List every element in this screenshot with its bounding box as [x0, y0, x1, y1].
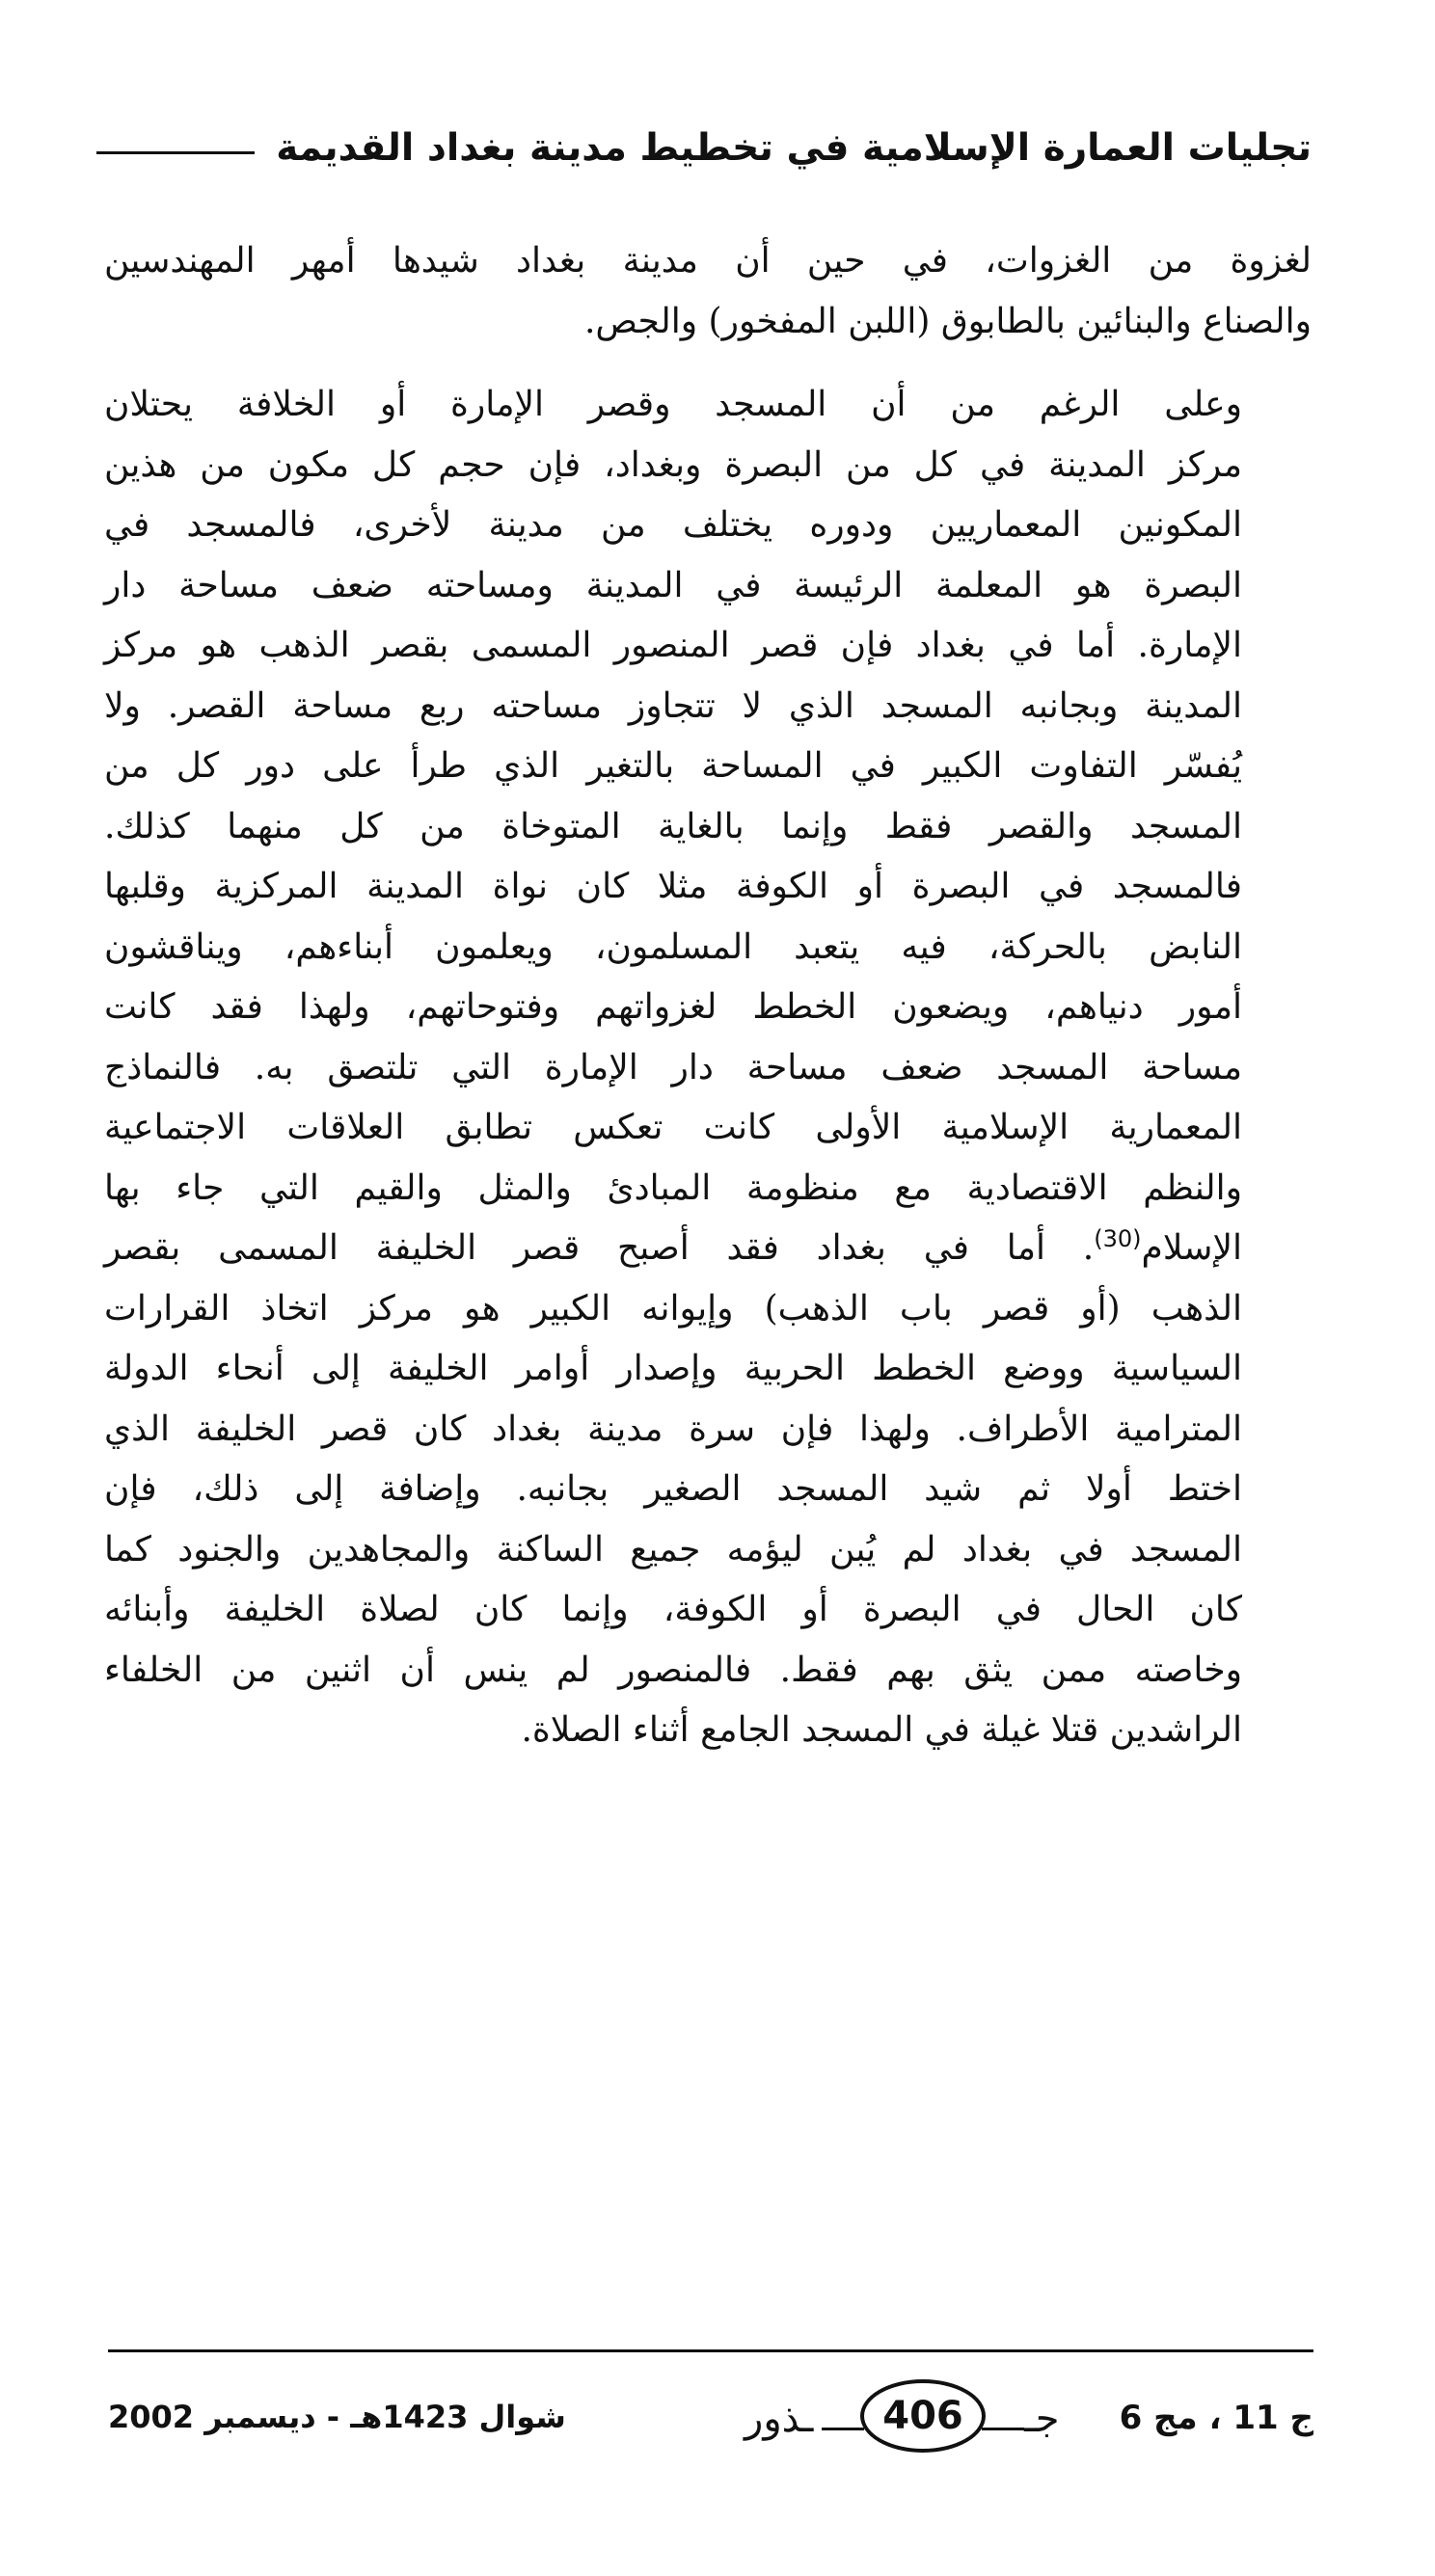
- paragraph-1: [104, 231, 1312, 352]
- page-footer: [108, 2370, 1313, 2476]
- text-line: وعلى الرغم من أن المسجد وقصر الإمارة أو الخلافة يحتلان: [104, 385, 1242, 424]
- running-header: [96, 114, 1312, 181]
- text-line: يُفسّر التفاوت الكبير في المساحة بالتغير الذي طرأ على دور كل من: [104, 746, 1242, 786]
- header-rule: [96, 151, 255, 154]
- running-title: تجليات العمارة الإسلامية في تخطيط مدينة بغداد القديمة: [276, 125, 1312, 170]
- oval-tail: [822, 2428, 864, 2430]
- text-line: أمور دنياهم، ويضعون الخطط لغزواتهم وفتوحاتهم، ولهذا فقد كانت: [104, 987, 1242, 1027]
- footnote-line-start: الإسلام: [1141, 1228, 1242, 1268]
- text-line: فالمسجد في البصرة أو الكوفة مثلا كان نواة المدينة المركزية وقلبها: [104, 867, 1242, 906]
- issue-volume: ج 11 ، مج 6: [1119, 2399, 1313, 2437]
- text-line: المترامية الأطراف. ولهذا فإن سرة مدينة بغداد كان قصر الخليفة الذي: [104, 1409, 1242, 1449]
- text-line: المسجد والقصر فقط وإنما بالغاية المتوخاة من كل منهما كذلك.: [104, 806, 1242, 846]
- text-line: المعمارية الإسلامية الأولى كانت تعكس تطابق العلاقات الاجتماعية: [104, 1108, 1242, 1147]
- journal-logo: [725, 2370, 1092, 2476]
- text-line: المكونين المعماريين ودوره يختلف من مدينة لأخرى، فالمسجد في: [104, 505, 1242, 545]
- text-line: والصناع والبنائين بالطابوق (اللبن المفخور) والجص.: [583, 301, 1312, 341]
- publication-date: شوال 1423هـ - ديسمبر 2002: [108, 2399, 566, 2435]
- text-line: اختط أولا ثم شيد المسجد الصغير بجانبه. وإضافة إلى ذلك، فإن: [104, 1469, 1242, 1509]
- text-line: المسجد في بغداد لم يُبن ليؤمه جميع الساكنة والمجاهدين والجنود كما: [104, 1529, 1243, 1570]
- journal-name-part: جـ: [1024, 2397, 1060, 2441]
- text-line: والنظم الاقتصادية مع منظومة المبادئ والمثل والقيم التي جاء بها: [104, 1167, 1242, 1208]
- text-line: المدينة وبجانبه المسجد الذي لا تتجاوز مساحته ربع مساحة القصر. ولا: [104, 685, 1242, 726]
- paragraph-2: [104, 375, 1312, 1761]
- footnote-reference[interactable]: (30): [1094, 1225, 1142, 1252]
- text-line: النابض بالحركة، فيه يتعبد المسلمون، ويعلمون أبناءهم، ويناقشون: [104, 926, 1242, 967]
- text-line: لغزوة من الغزوات، في حين أن مدينة بغداد شيدها أمهر المهندسين: [104, 241, 1312, 281]
- text-line: البصرة هو المعلمة الرئيسة في المدينة ومساحته ضعف مساحة دار: [104, 565, 1242, 605]
- oval-tail: [982, 2428, 1024, 2430]
- footer-rule: [108, 2349, 1313, 2352]
- article-body: [104, 231, 1312, 1761]
- text-line: وخاصته ممن يثق بهم فقط. فالمنصور لم ينس أن اثنين من الخلفاء: [104, 1650, 1242, 1690]
- text-line: الإمارة. أما في بغداد فإن قصر المنصور المسمى بقصر الذهب هو مركز: [104, 626, 1242, 665]
- text-line-with-footnote: [104, 1219, 1312, 1279]
- journal-name-part: ـذور: [745, 2397, 814, 2441]
- text-line: الراشدين قتلا غيلة في المسجد الجامع أثناء الصلاة.: [521, 1710, 1242, 1750]
- footnote-line-end: . أما في بغداد فقد أصبح قصر الخليفة المسمى بقصر: [104, 1228, 1095, 1268]
- page-number: 406: [860, 2379, 986, 2453]
- text-line: مساحة المسجد ضعف مساحة دار الإمارة التي تلتصق به. فالنماذج: [104, 1047, 1242, 1087]
- text-line: السياسية ووضع الخطط الحربية وإصدار أوامر الخليفة إلى أنحاء الدولة: [104, 1349, 1242, 1388]
- text-line: كان الحال في البصرة أو الكوفة، وإنما كان لصلاة الخليفة وأبنائه: [104, 1590, 1242, 1629]
- text-line: الذهب (أو قصر باب الذهب) وإيوانه الكبير هو مركز اتخاذ القرارات: [104, 1288, 1242, 1328]
- text-line: مركز المدينة في كل من البصرة وبغداد، فإن حجم كل مكون من هذين: [104, 444, 1242, 485]
